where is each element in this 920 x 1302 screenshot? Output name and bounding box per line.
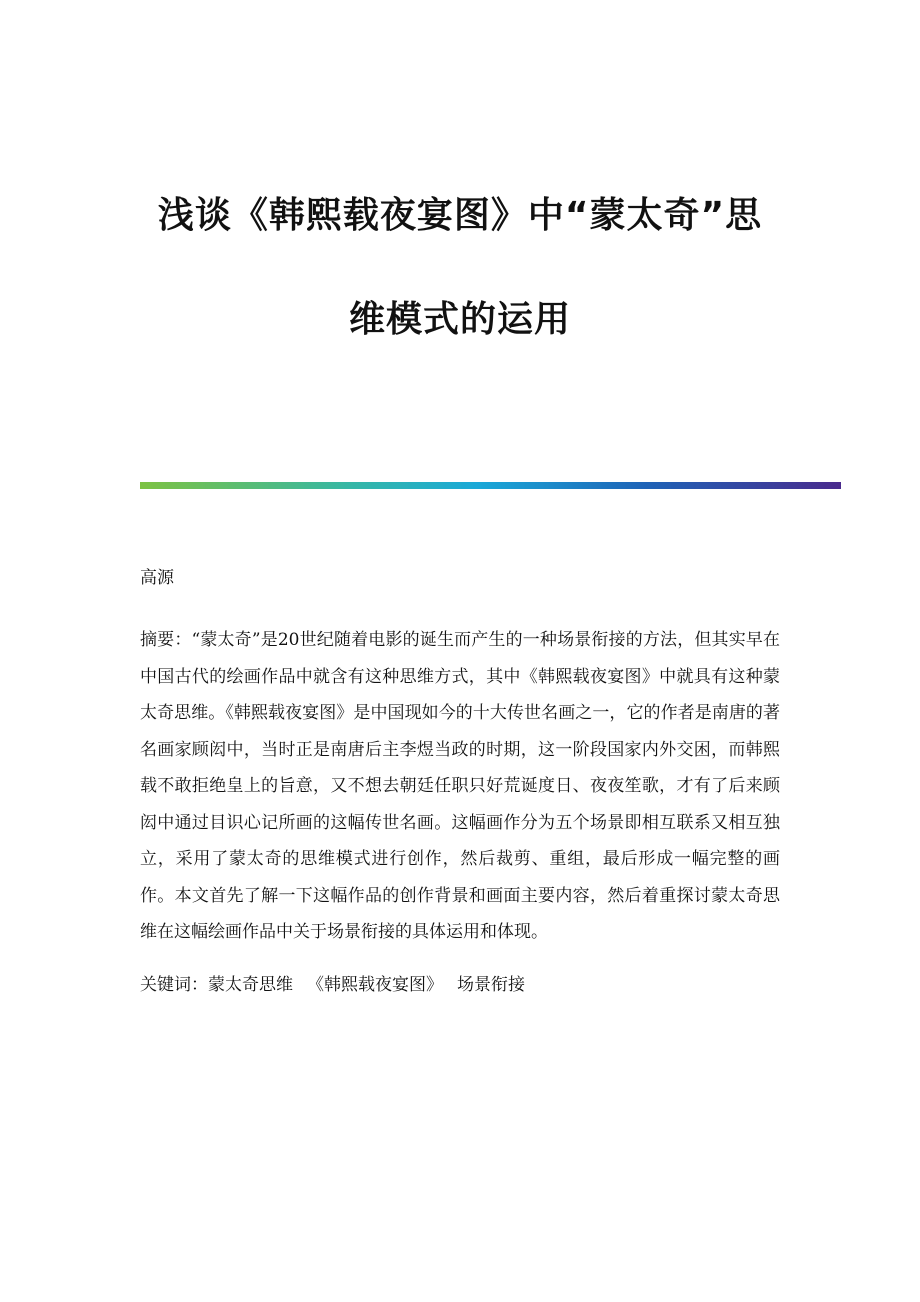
title-line-2: 维模式的运用 <box>348 299 571 340</box>
gradient-divider <box>140 482 841 489</box>
abstract-label: 摘要： <box>140 630 192 650</box>
keyword-item: 《韩熙载夜宴图》 <box>307 974 443 995</box>
keywords <box>140 973 780 997</box>
keywords-label: 关键词： <box>140 974 208 995</box>
keyword-item: 场景衔接 <box>457 974 525 995</box>
paper-body <box>140 566 780 997</box>
abstract-text: “蒙太奇”是20世纪随着电影的诞生而产生的一种场景衔接的方法，但其实早在中国古代的绘画作品中就含有这种思维方式，其中《韩熙载夜宴图》中就具有这种蒙太奇思维。《韩熙载夜宴图》是中国现如今的十大传世名画之一，它的作者是南唐的著名画家顾闳中，当时正是南唐后主李煜当政的时期，这一阶段国家内外交困，而韩熙载不敢拒绝皇上的旨意，又不想去朝廷任职只好荒诞度日、夜夜笙歌，才有了后来顾闳中通过目识心记所画的这幅传世名画。这幅画作分为五个场景即相互联系又相互独立，采用了蒙太奇的思维模式进行创作，然后裁剪、重组，最后形成一幅完整的画作。本文首先了解一下这幅作品的创作背景和画面主要内容，然后着重探讨蒙太奇思维在这幅绘画作品中关于场景衔接的具体运用和体现。 <box>140 630 781 942</box>
abstract <box>140 622 780 951</box>
author-name: 高源 <box>140 568 174 588</box>
paper-title <box>0 196 920 340</box>
keyword-item: 蒙太奇思维 <box>208 974 293 995</box>
title-line-1: 浅谈《韩熙载夜宴图》中“蒙太奇”思 <box>157 195 763 236</box>
